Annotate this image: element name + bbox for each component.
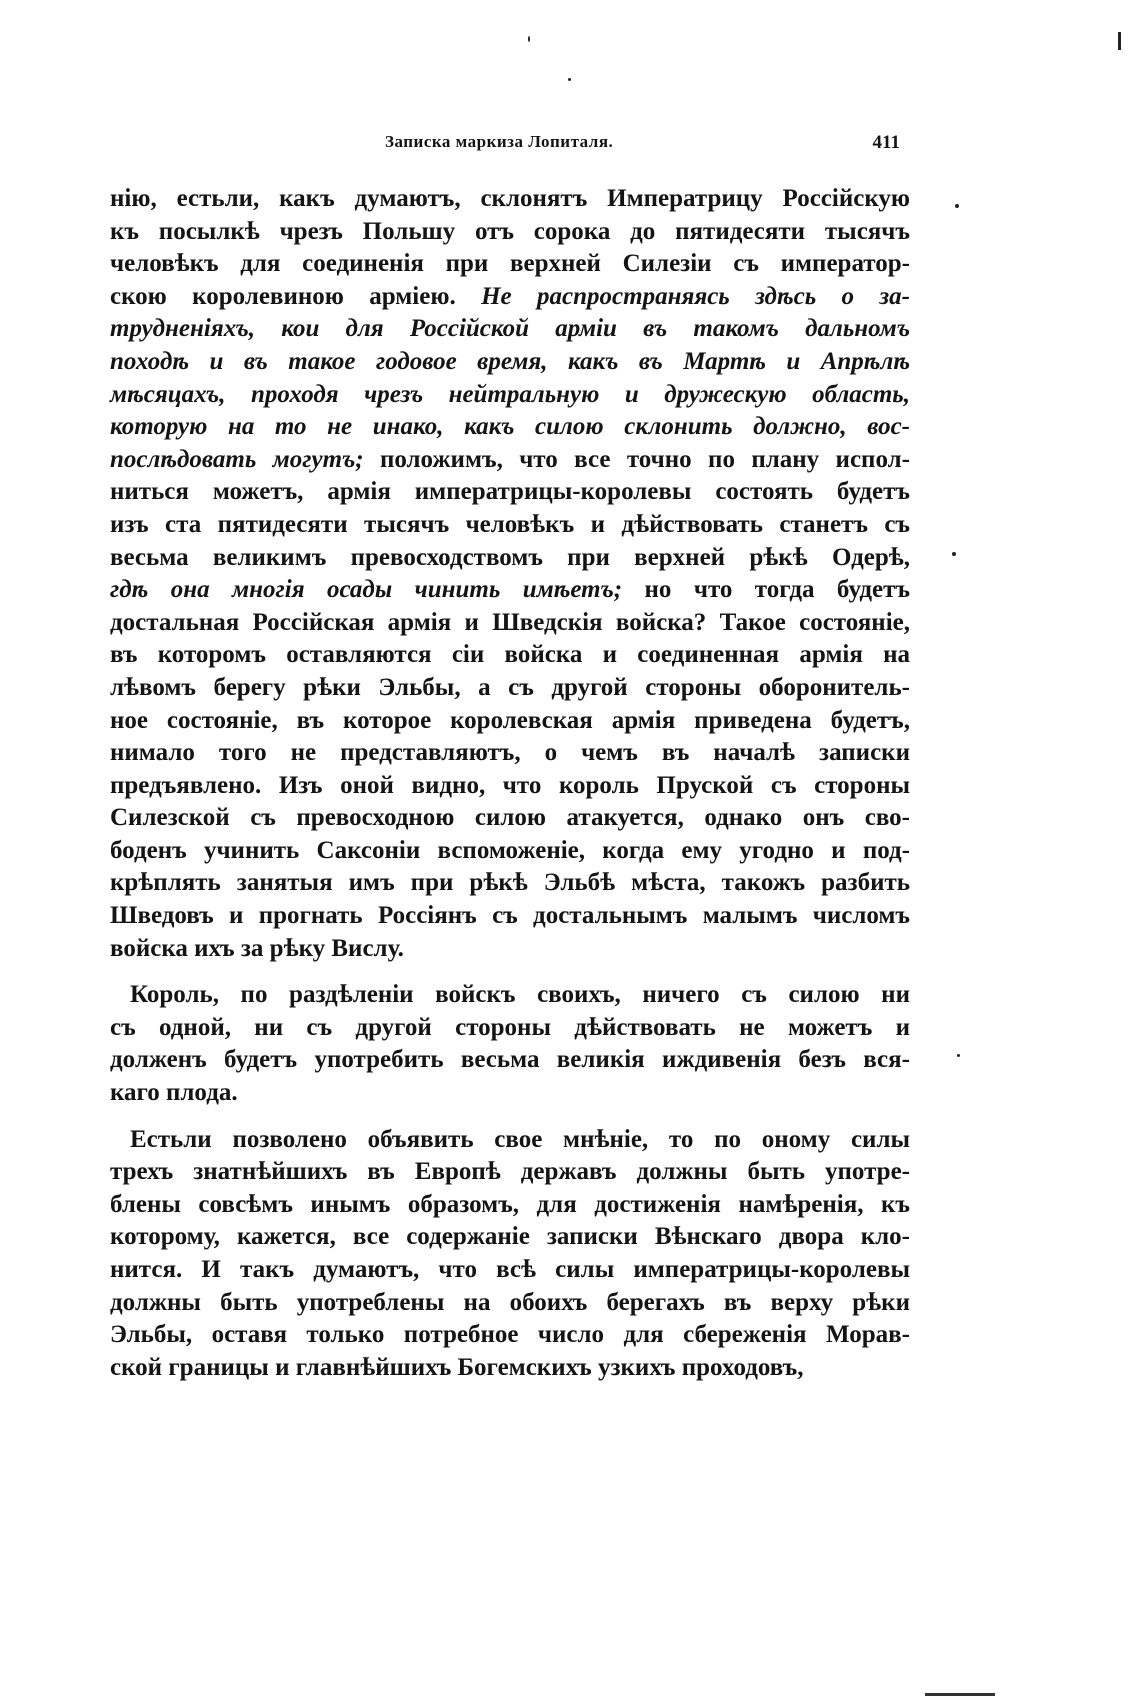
text-line (110, 1352, 910, 1385)
text-line (110, 639, 910, 672)
paragraph-gap (110, 1110, 910, 1124)
text-line (110, 379, 910, 412)
italic-span: Не распространяясь здѣсь о за- (481, 282, 910, 310)
text-line (110, 737, 910, 770)
italic-span: трудненіяхъ, кои для Россійской арміи въ такомъ дальномъ (110, 315, 910, 343)
text-line (110, 1044, 910, 1077)
text-line (110, 979, 910, 1012)
text-line (110, 1319, 910, 1352)
text-span: долженъ будетъ употребить весьма великія иждивенія безъ вся- (110, 1046, 910, 1074)
paragraph (110, 1124, 910, 1385)
text-line (110, 705, 910, 738)
text-span: нимало того не представляютъ, о чемъ въ началѣ записки (110, 739, 910, 767)
text-line (110, 1189, 910, 1222)
text-line (110, 248, 910, 281)
text-line (110, 933, 910, 966)
text-span: трехъ знатнѣйшихъ въ Европѣ державъ должны быть употре- (110, 1158, 910, 1186)
text-span: въ которомъ оставляются сіи войска и соединенная армія на (110, 641, 910, 669)
text-line (110, 1077, 910, 1110)
text-span: должны быть употреблены на обоихъ берегахъ въ верху рѣки (110, 1288, 910, 1316)
italic-span: послѣдовать могутъ; (110, 445, 364, 473)
text-line (110, 802, 910, 835)
text-line (110, 574, 910, 607)
body-text (110, 183, 910, 1384)
text-line (110, 607, 910, 640)
scan-speck (957, 1054, 960, 1057)
text-line (110, 1012, 910, 1045)
text-line (110, 1124, 910, 1157)
text-line (110, 444, 910, 477)
text-span: крѣплять занятыя имъ при рѣкѣ Эльбѣ мѣста, такожъ разбить (110, 869, 910, 897)
italic-span: которую на то не инако, какъ силою склонить должно, вос- (110, 413, 910, 441)
text-span: Эльбы, оставя только потребное число для сбереженія Морав- (110, 1321, 910, 1349)
text-span: боденъ учинить Саксоніи вспоможеніе, когда ему угодно и под- (110, 836, 910, 864)
text-span: съ одной, ни съ другой стороны дѣйствовать не можетъ и (110, 1013, 910, 1041)
text-span: лѣвомъ берегу рѣки Эльбы, а съ другой стороны оборонитель- (110, 673, 910, 701)
text-span: ное состояніе, въ которое королевская армія приведена будетъ, (110, 706, 910, 734)
text-line (110, 1254, 910, 1287)
text-span: изъ ста пятидесяти тысячъ человѣкъ и дѣйствовать станетъ съ (110, 510, 910, 538)
text-line (110, 542, 910, 575)
text-line (110, 900, 910, 933)
page-number: 411 (872, 132, 900, 153)
running-head (130, 132, 900, 162)
text-span: весьма великимъ превосходствомъ при верхней рѣкѣ Одерѣ, (110, 543, 910, 571)
text-line (110, 1221, 910, 1254)
italic-span: походѣ и въ такое годовое время, какъ въ Мартѣ и Апрѣлѣ (110, 347, 910, 375)
scan-speck (952, 552, 956, 556)
text-line (110, 281, 910, 314)
text-span: ской границы и главнѣйшихъ Богемскихъ узкихъ проходовъ, (110, 1353, 804, 1381)
text-span: скою королевиною арміею. (110, 282, 482, 310)
text-span: Силезской съ превосходною силою атакуется, однако онъ сво- (110, 804, 910, 832)
text-line (110, 867, 910, 900)
scan-speck (1118, 32, 1121, 50)
text-span: которому, кажется, все содержаніе записки Вѣнскаго двора кло- (110, 1223, 910, 1251)
running-title: Записка маркиза Лопиталя. (385, 132, 614, 151)
scan-speck (955, 204, 959, 208)
text-span: ниться можетъ, армія императрицы-королевы состоять будетъ (110, 478, 910, 506)
scan-speck (568, 78, 571, 81)
text-span: блены совсѣмъ инымъ образомъ, для достиженія намѣренія, къ (110, 1190, 910, 1218)
text-span: къ посылкѣ чрезъ Польшу отъ сорока до пятидесяти тысячъ (110, 217, 910, 245)
text-line (110, 509, 910, 542)
text-line (110, 770, 910, 803)
text-span: Король, по раздѣленіи войскъ своихъ, ничего съ силою ни (130, 981, 910, 1009)
text-line (110, 183, 910, 216)
text-span: Естьли позволено объявить свое мнѣніе, то по оному силы (130, 1125, 910, 1153)
text-span: положимъ, что все точно по плану испол- (363, 445, 910, 473)
text-line (110, 672, 910, 705)
text-span: каго плода. (110, 1079, 238, 1107)
text-span: нится. И такъ думаютъ, что всѣ силы императрицы-королевы (110, 1256, 910, 1283)
text-line (110, 411, 910, 444)
text-line (110, 835, 910, 868)
paragraph-gap (110, 965, 910, 979)
text-line (110, 216, 910, 249)
text-span: Шведовъ и прогнать Россіянъ съ достальнымъ малымъ числомъ (110, 902, 910, 930)
text-line (110, 1287, 910, 1320)
text-line (110, 476, 910, 509)
text-span: предъявлено. Изъ оной видно, что король Пруской съ стороны (110, 771, 910, 799)
text-line (110, 1156, 910, 1189)
paragraph (110, 183, 910, 965)
scan-mark (925, 1693, 995, 1696)
paragraph (110, 979, 910, 1109)
text-line (110, 346, 910, 379)
text-line (110, 313, 910, 346)
text-span: достальная Россійская армія и Шведскія войска? Такое состояніе, (110, 608, 910, 636)
text-span: человѣкъ для соединенія при верхней Силезіи съ император- (110, 250, 910, 278)
text-span: войска ихъ за рѣку Вислу. (110, 934, 404, 962)
text-span: нію, естьли, какъ думаютъ, склонятъ Императрицу Россійскую (110, 185, 910, 212)
scan-speck (528, 36, 530, 42)
italic-span: гдѣ она многія осады чинить имѣетъ; (110, 576, 623, 604)
text-span: но что тогда будетъ (622, 576, 910, 604)
italic-span: мѣсяцахъ, проходя чрезъ нейтральную и дружескую область, (110, 380, 910, 408)
